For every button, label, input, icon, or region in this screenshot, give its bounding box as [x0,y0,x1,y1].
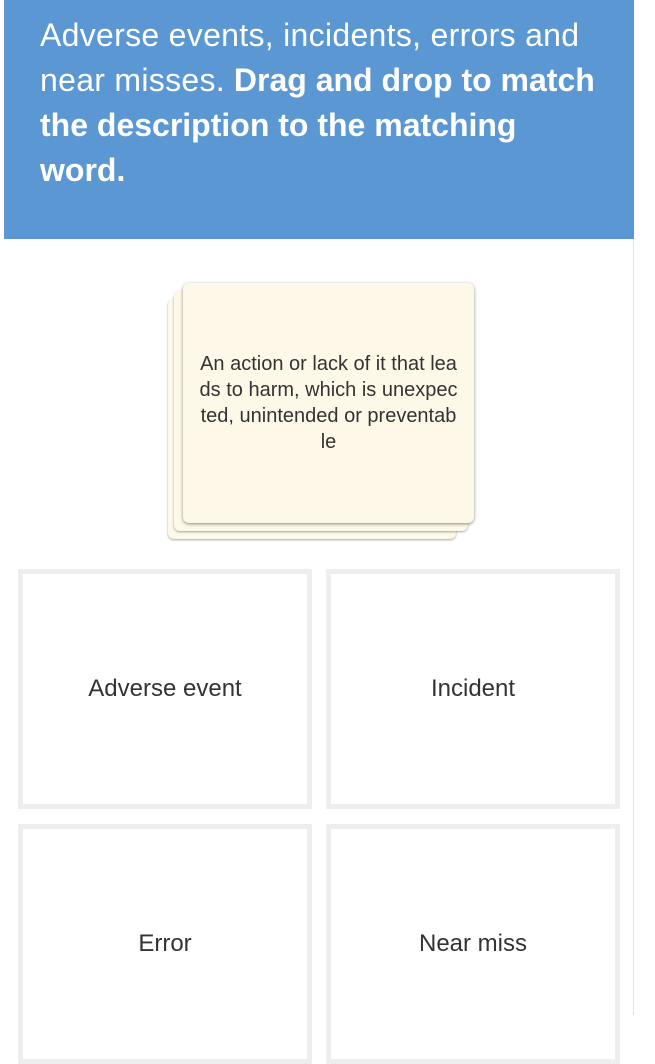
draggable-description-card[interactable] [183,283,474,523]
dropzone-adverse-event[interactable] [18,569,312,809]
card-stack [165,283,480,548]
card-description-text: An action or lack of it that leads to harm, which is unexpected, unintended or preventable [199,353,458,453]
header-title: Adverse events, incidents, errors and near misses. [40,17,580,98]
dropzone-label: Adverse event [88,675,242,702]
dropzone-near-miss[interactable] [326,824,620,1064]
dropzone-incident[interactable] [326,569,620,809]
header-instruction: Drag and drop to match the description to the matching word. [40,62,595,188]
dropzone-label: Near miss [418,930,527,957]
activity-header [4,0,634,239]
dropzone-label: Error [138,930,192,957]
dropzone-error[interactable] [18,824,312,1064]
dropzone-label: Incident [430,675,516,702]
